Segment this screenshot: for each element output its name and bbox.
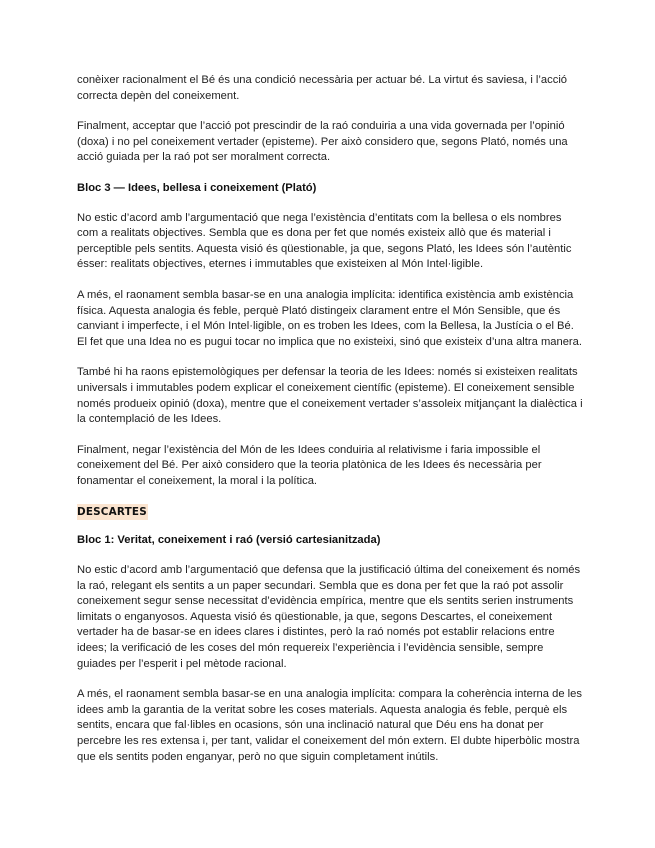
bloc1-heading: Bloc 1: Veritat, coneixement i raó (versió cartesianitzada) [77, 534, 381, 547]
bloc3-paragraph-3: També hi ha raons epistemològiques per defensar la teoria de les Idees: només si existeixen realitats universals i immutables podem explicar el coneixement científic (episteme). El coneixement sensible només produeix opinió (doxa), mentre que el coneixement vertader s’assoleix mitjançant la dialèctica i la contemplació de les Idees. [77, 366, 583, 426]
bloc3-paragraph-1: No estic d’acord amb l’argumentació que nega l’existència d’entitats com la bellesa o els nombres com a realitats objectives. Sembla que es dona per fet que només existeix allò que és material i perceptible pels sentits. Aquesta visió és qüestionable, ja que, segons Plató, les Idees són l’autèntic ésser: realitats objectives, eternes i immutables que existeixen al Món Intel·ligible. [77, 211, 572, 271]
paragraph-intro-1: conèixer racionalment el Bé és una condició necessària per actuar bé. La virtut és saviesa, i l’acció correcta depèn del coneixement. [77, 74, 568, 102]
bloc1-paragraph-1: No estic d’acord amb l’argumentació que defensa que la justificació última del coneixement és només la raó, relegant els sentits a un paper secundari. Sembla que es dona per fet que la raó pot assolir coneixement segur sense necessitat d’evidència empírica, mentre que els sentits serien instruments limitats o enganyosos. Aquesta visió és qüestionable, ja que, segons Descartes, el coneixement vertader ha de basar-se en idees clares i distintes, però la raó només pot establir relacions entre idees; la verificació de les coses del món requereix l’experiència i l’evidència sensible, sempre guiades per l’esperit i pel mètode racional. [77, 564, 581, 670]
section-label-descartes: DESCARTES [77, 506, 147, 519]
bloc3-paragraph-4: Finalment, negar l’existència del Món de les Idees conduiria al relativisme i faria impossible el coneixement del Bé. Per això considero que la teoria platònica de les Idees és necessària per fonamentar el coneixement, la moral i la política. [77, 443, 542, 487]
bloc3-heading: Bloc 3 — Idees, bellesa i coneixement (Plató) [77, 181, 317, 194]
bloc3-paragraph-2: A més, el raonament sembla basar-se en una analogia implícita: identifica existència amb existència física. Aquesta analogia és feble, perquè Plató distingeix clarament entre el Món Sensible, que és canviant i imperfecte, i el Món Intel·ligible, on es troben les Idees, com la Bellesa, la Justícia o el Bé. El fet que una Idea no es pugui tocar no implica que no existeixi, sinó que existeix d’una altra manera. [77, 288, 582, 348]
section-label-wrapper [77, 504, 583, 520]
bloc1-paragraph-2: A més, el raonament sembla basar-se en una analogia implícita: compara la coherència interna de les idees amb la garantia de la veritat sobre les coses materials. Aquesta analogia és feble, perquè els sentits, encara que fal·libles en ocasions, són una inclinació natural que Déu ens ha donat per percebre les res extensa i, per tant, validar el coneixement del món extern. El dubte hiperbòlic mostra que els sentits poden enganyar, però no que siguin completament inútils. [77, 688, 582, 763]
paragraph-intro-2: Finalment, acceptar que l’acció pot prescindir de la raó conduiria a una vida governada per l’opinió (doxa) i no pel coneixement vertader (episteme). Per això considero que, segons Plató, només una acció guiada per la raó pot ser moralment correcta. [77, 120, 568, 164]
